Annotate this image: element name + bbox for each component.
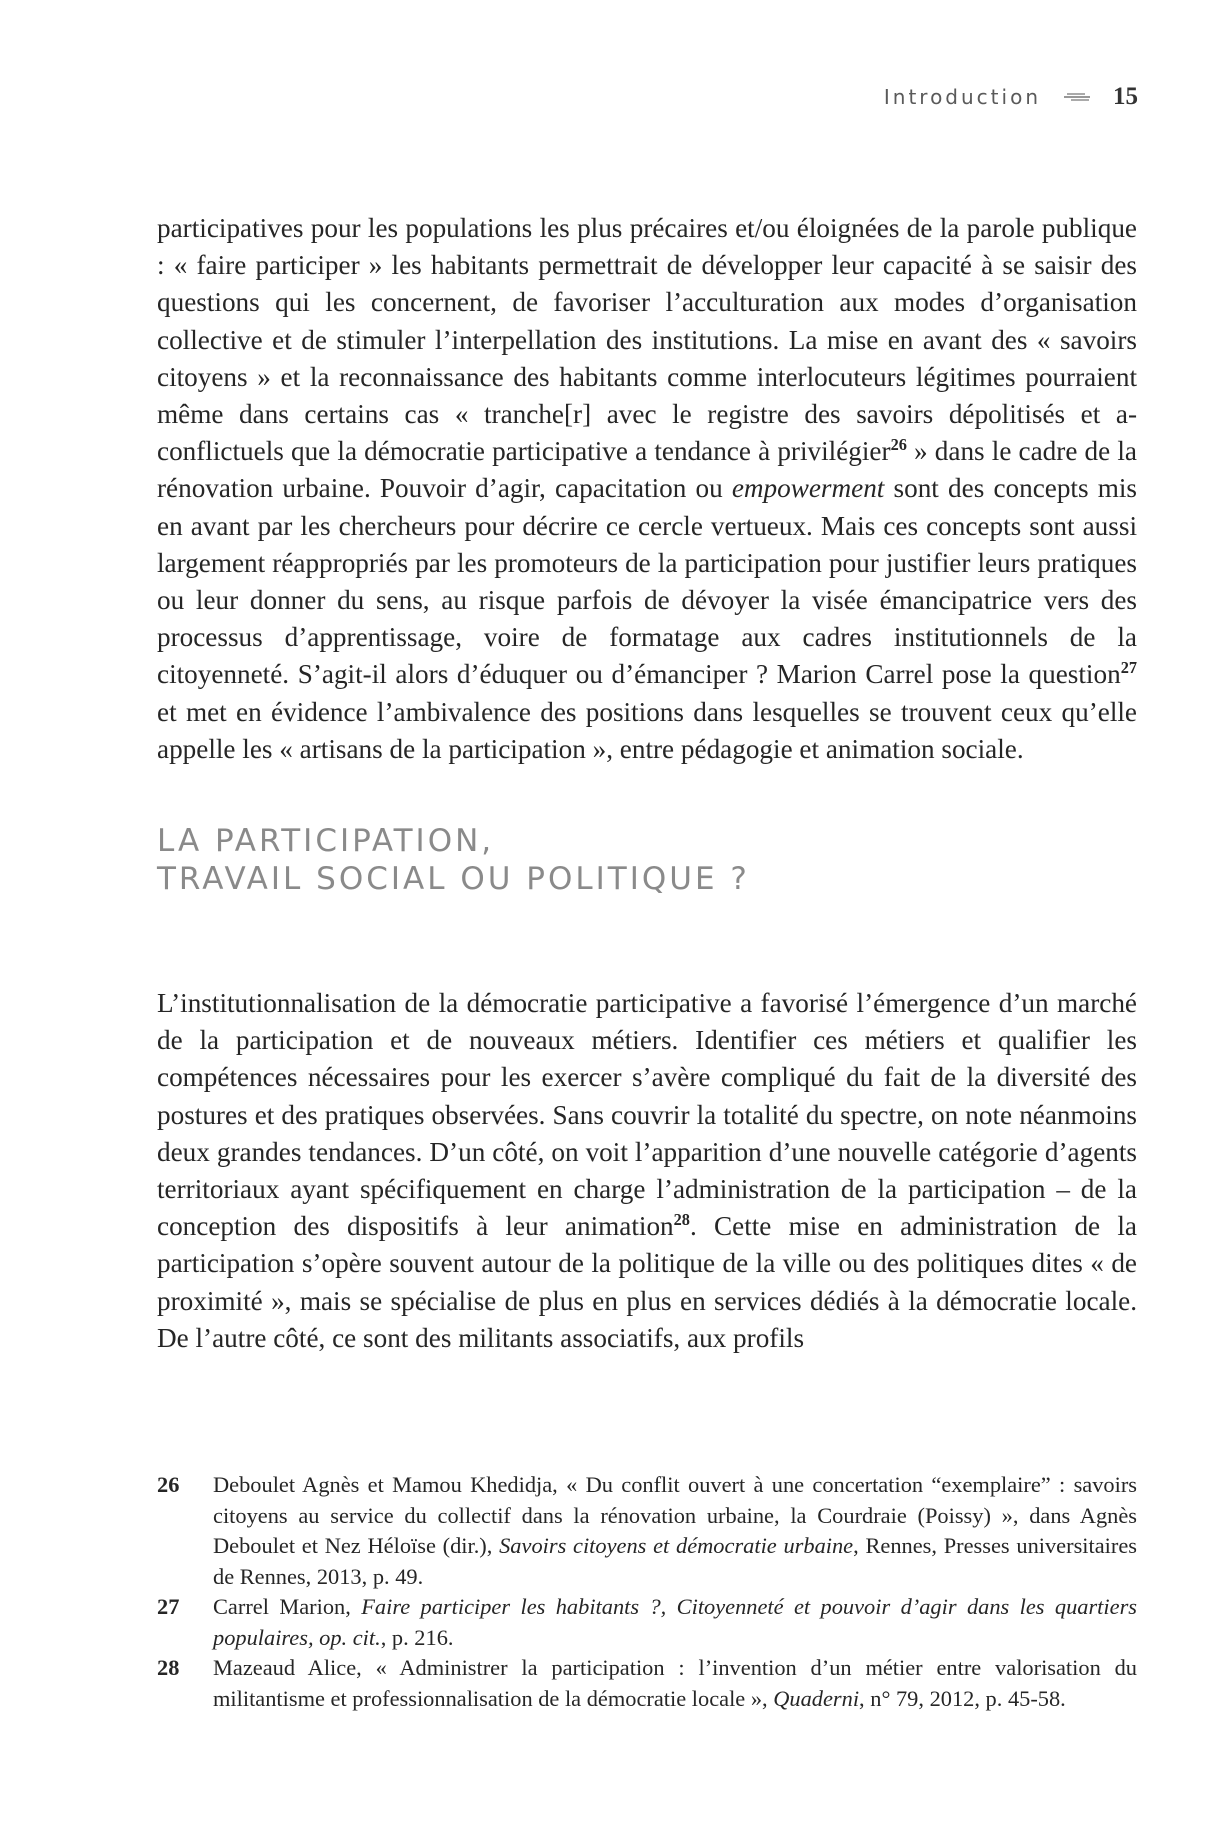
footnote-28 [157, 1653, 1137, 1714]
paragraph-continuation [157, 210, 1137, 768]
text-run: participatives pour les populations les plus précaires et/ou éloignées de la parole publique : « faire participer » les habitants permettrait de développer leur capacité à se saisir des questions qui les concernent, de favoriser l’acculturation aux modes d’organisation collective et de stimuler l’interpellation des institutions. La mise en avant des « savoirs citoyens » et la reconnaissance des habitants comme interlocuteurs légitimes pourraient même dans certains cas « tranche[r] avec le registre des savoirs dépolitisés et a-conflictuels que la démocratie participative a tendance à privilégier [157, 213, 1137, 467]
footnote-text [213, 1653, 1137, 1714]
footnote-text [213, 1592, 1137, 1653]
ornament-icon [1063, 90, 1091, 104]
footnote-26 [157, 1470, 1137, 1592]
italic-term: empowerment [731, 473, 885, 504]
section-paragraph [157, 985, 1137, 1357]
section-heading [157, 822, 1137, 898]
footnote-number: 28 [157, 1655, 180, 1680]
page-number: 15 [1113, 83, 1138, 110]
footnote-ref-28[interactable]: 28 [673, 1210, 690, 1230]
text-run: Carrel Marion, [213, 1594, 362, 1619]
text-run: Deboulet Agnès et Mamou Khedidja, « Du conflit ouvert à une concertation “exemplaire” : savoirs citoyens au service du collectif dans la rénovation urbaine, la Courdraie (Poissy) », dans Agnès Deboulet et Nez Héloïse (dir.), [213, 1472, 1137, 1558]
italic-title: Quaderni [773, 1685, 860, 1711]
paragraph [157, 210, 1137, 768]
text-run: , Rennes, Presses universitaires de Rennes, 2013, p. 49. [213, 1533, 1137, 1589]
text-run: , n° 79, 2012, p. 45-58. [859, 1685, 1066, 1711]
section-heading-line-2: TRAVAIL SOCIAL OU POLITIQUE ? [157, 861, 750, 897]
running-header [884, 83, 1138, 111]
footnote-text [213, 1470, 1137, 1592]
italic-title: Savoirs citoyens et démocratie urbaine [499, 1533, 854, 1558]
paragraph [157, 985, 1137, 1357]
text-run: . Cette mise en administration de la participation s’opère souvent autour de la politique de la ville ou des politiques dites « de proximité », mais se spécialise de plus en plus en services dédiés à la démocratie locale. De l’autre côté, ce sont des militants associatifs, aux profils [157, 1211, 1137, 1353]
text-run: Mazeaud Alice, « Administrer la participation : l’invention d’un métier entre valorisation du militantisme et professionnalisation de la démocratie locale », [213, 1655, 1137, 1711]
italic-title: Faire participer les habitants ?, Citoyenneté et pouvoir d’agir dans les quartiers populaires, op. cit. [213, 1594, 1137, 1650]
footnote-27 [157, 1592, 1137, 1653]
text-run: et met en évidence l’ambivalence des positions dans lesquelles se trouvent ceux qu’elle appelle les « artisans de la participation », entre pédagogie et animation sociale. [157, 696, 1137, 764]
footnotes [157, 1470, 1137, 1714]
footnote-number: 27 [157, 1594, 180, 1619]
running-title: Introduction [883, 85, 1041, 109]
text-run: , p. 216. [380, 1624, 454, 1650]
section-heading-line-1: LA PARTICIPATION, [157, 823, 495, 859]
footnote-ref-27[interactable]: 27 [1120, 658, 1137, 678]
text-run: L’institutionnalisation de la démocratie participative a favorisé l’émergence d’un marché de la participation et de nouveaux métiers. Identifier ces métiers et qualifier les compétences nécessaires pour les exercer s’avère compliqué du fait de la diversité des postures et des pratiques observées. Sans couvrir la totalité du spectre, on note néanmoins deux grandes tendances. D’un côté, on voit l’apparition d’une nouvelle catégorie d’agents territoriaux ayant spécifiquement en charge l’administration de la participation – de la conception des dispositifs à leur animation [157, 988, 1137, 1242]
footnote-number: 26 [157, 1472, 180, 1497]
text-run: sont des concepts mis en avant par les chercheurs pour décrire ce cercle vertueux. Mais ces concepts sont aussi largement réappropriés par les promoteurs de la participation pour justifier leurs pratiques ou leur donner du sens, au risque parfois de dévoyer la visée émancipatrice vers des processus d’apprentissage, voire de formatage aux cadres institutionnels de la citoyenneté. S’agit-il alors d’éduquer ou d’émanciper ? Marion Carrel pose la question [157, 473, 1138, 690]
text-run: » dans le cadre de la rénovation urbaine. Pouvoir d’agir, capacitation ou [157, 436, 1137, 504]
footnote-ref-26[interactable]: 26 [890, 435, 907, 455]
